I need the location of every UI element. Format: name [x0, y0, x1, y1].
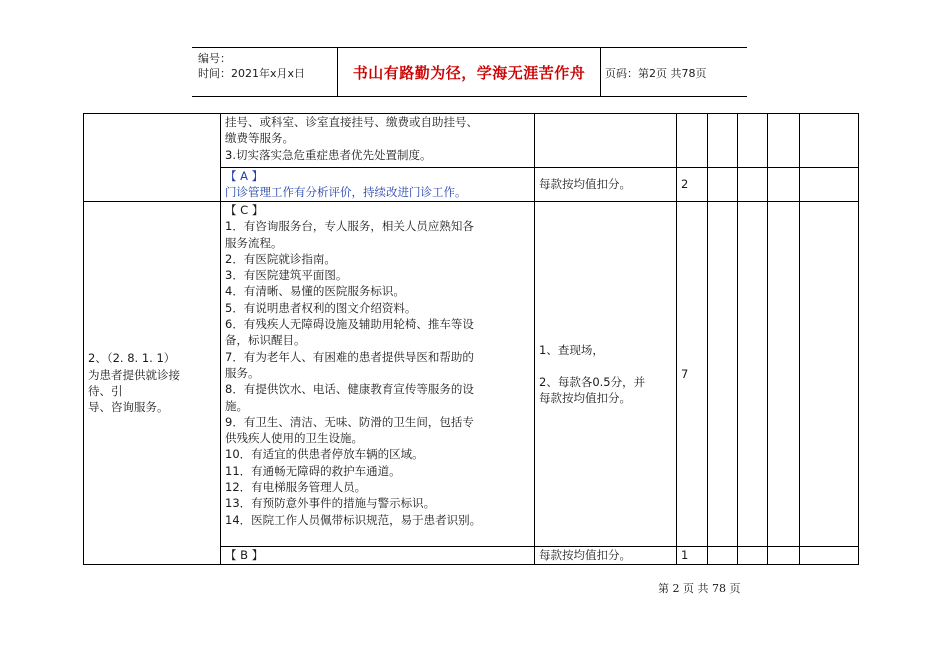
standard-line: 供残疾人使用的卫生设施。 [225, 431, 363, 446]
blank-cell [768, 202, 800, 547]
blank-cell [768, 168, 800, 202]
blank-cell [738, 202, 768, 547]
standard-line: 3．有医院建筑平面图。 [225, 268, 348, 283]
standard-line: 10．有适宜的供患者停放车辆的区域。 [225, 447, 424, 462]
grade-label: 【 B 】 [225, 548, 264, 562]
standard-line: 服务流程。 [225, 235, 283, 250]
header-meta [198, 51, 305, 81]
item-cell [84, 202, 221, 565]
standard-line: 3.切实落实急危重症患者优先处置制度。 [225, 147, 432, 162]
table-row [84, 114, 859, 168]
score-cell: 2 [677, 168, 708, 202]
blank-cell [738, 168, 768, 202]
standard-line: 挂号、或科室、诊室直接挂号、缴费或自助挂号、 [225, 115, 478, 129]
page-footer: 第 2 页 共 78 页 [658, 582, 741, 595]
standard-line: 11．有通畅无障碍的救护车通道。 [225, 463, 401, 478]
blank-cell [708, 168, 738, 202]
item-line: 待、引 [88, 384, 123, 398]
blank-cell [800, 168, 859, 202]
standard-cell [221, 168, 535, 202]
method-cell [535, 114, 677, 168]
method-line: 2、每款各0.5分，并 [539, 374, 646, 389]
blank-cell [738, 114, 768, 168]
standard-cell [221, 547, 535, 565]
item-line: 导、咨询服务。 [88, 400, 169, 415]
blank-cell [768, 547, 800, 565]
standard-line: 9．有卫生、清洁、无味、防滑的卫生间，包括专 [225, 414, 474, 429]
blank-cell [708, 202, 738, 547]
standard-line: 1．有咨询服务台，专人服务，相关人员应熟知各 [225, 219, 474, 234]
score-cell: 7 [677, 202, 708, 547]
header-page-info: 页码：第2页 共78页 [605, 67, 707, 80]
method-line: 1、查现场， [539, 342, 604, 357]
standard-line: 施。 [225, 398, 248, 413]
blank-cell [708, 547, 738, 565]
item-line: 2、（2. 8. 1. 1） [88, 351, 176, 366]
standard-line: 服务。 [225, 365, 260, 380]
standard-line: 缴费等服务。 [225, 131, 294, 146]
code-label: 编号： [198, 52, 231, 65]
grade-label: 【 A 】 [225, 169, 264, 183]
header-divider [600, 48, 601, 96]
page-header [192, 47, 747, 97]
score-cell [677, 114, 708, 168]
standard-line: 14．医院工作人员佩带标识规范，易于患者识别。 [225, 512, 482, 527]
method-line: 每款按均值扣分。 [539, 391, 631, 406]
standard-line: 6．有残疾人无障碍设施及辅助用轮椅、推车等设 [225, 317, 474, 332]
standard-line: 2．有医院就诊指南。 [225, 251, 336, 266]
blank-cell [768, 114, 800, 168]
blank-cell [800, 202, 859, 547]
time-label: 时间：2021年x月x日 [198, 67, 306, 80]
standard-line: 4．有清晰、易懂的医院服务标识。 [225, 284, 405, 299]
standard-line: 8．有提供饮水、电话、健康教育宣传等服务的设 [225, 382, 474, 397]
score-cell: 1 [677, 547, 708, 565]
standard-line: 7．有为老年人、有困难的患者提供导医和帮助的 [225, 349, 474, 364]
header-motto: 书山有路勤为径，学海无涯苦作舟 [352, 64, 586, 82]
blank-cell [738, 547, 768, 565]
header-divider [337, 48, 338, 96]
standard-line: 13．有预防意外事件的措施与警示标识。 [225, 496, 436, 511]
method-cell [535, 202, 677, 547]
standard-line: 5．有说明患者权利的图文介绍资料。 [225, 300, 417, 315]
method-cell: 每款按均值扣分。 [535, 168, 677, 202]
standard-cell [221, 202, 535, 547]
table-row [84, 202, 859, 547]
standard-line: 备，标识醒目。 [225, 333, 306, 348]
blank-cell [800, 547, 859, 565]
blank-cell [708, 114, 738, 168]
standard-line: 12．有电梯服务管理人员。 [225, 480, 367, 495]
evaluation-table [83, 113, 859, 565]
standard-cell [221, 114, 535, 168]
standard-line: 门诊管理工作有分析评价，持续改进门诊工作。 [225, 185, 467, 200]
item-line: 为患者提供就诊接 [88, 367, 180, 382]
blank-cell [800, 114, 859, 168]
method-cell: 每款按均值扣分。 [535, 547, 677, 565]
grade-label: 【 C 】 [225, 203, 264, 217]
item-cell [84, 114, 221, 202]
